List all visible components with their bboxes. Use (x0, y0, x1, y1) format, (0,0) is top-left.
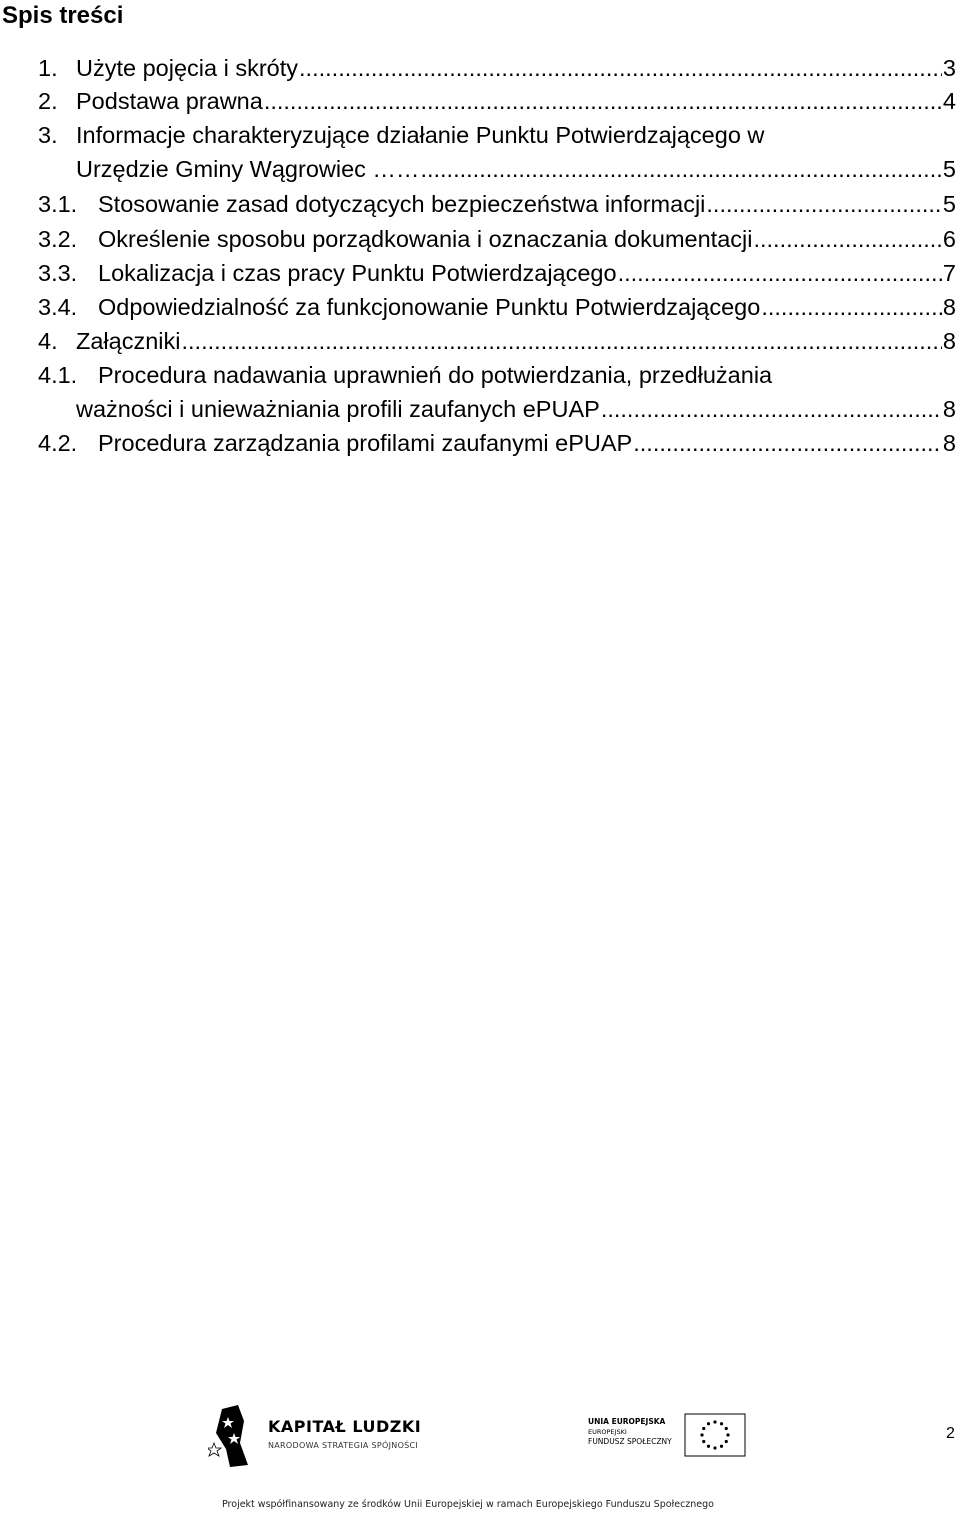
toc-entry-3[interactable] (38, 119, 956, 151)
toc-entry-label: ważności i unieważniania profili zaufanych ePUAP (76, 396, 600, 422)
toc-entry-4-2[interactable] (38, 427, 956, 459)
toc-entry-number: 2. (38, 88, 58, 114)
toc-entry-number: 4.1. (38, 362, 78, 388)
eu-star (707, 1422, 710, 1425)
kapital-ludzki-title: KAPITAŁ LUDZKI (268, 1417, 422, 1436)
toc-entry-number: 4.2. (38, 430, 78, 456)
eu-star (720, 1445, 723, 1448)
eu-star (720, 1422, 723, 1425)
toc-entry-number: 3.1. (38, 191, 78, 217)
eu-line-3: FUNDUSZ SPOŁECZNY (588, 1437, 672, 1446)
toc-entry-label: Procedura zarządzania profilami zaufanymi ePUAP (98, 430, 633, 456)
eu-star (726, 1433, 729, 1436)
toc-dot-leader (601, 393, 942, 425)
toc-dot-leader (299, 52, 942, 84)
toc-entry-3-2[interactable] (38, 223, 956, 255)
toc-entry-number: 3.3. (38, 260, 78, 286)
toc-entry-3-1[interactable] (38, 188, 956, 220)
toc-entry-label: Odpowiedzialność za funkcjonowanie Punktu Potwierdzającego (98, 294, 761, 320)
eu-star (713, 1420, 716, 1423)
toc-entry-page: 6 (942, 226, 956, 252)
kapital-ludzki-subtitle: NARODOWA STRATEGIA SPÓJNOŚCI (268, 1441, 419, 1450)
eu-star (707, 1445, 710, 1448)
eu-star (713, 1446, 716, 1449)
toc-entry-label: Użyte pojęcia i skróty (76, 55, 299, 81)
toc-entry-page: 8 (942, 328, 956, 354)
toc-entry-number: 4. (38, 328, 58, 354)
toc-entry-page: 3 (942, 55, 956, 81)
toc-dot-leader (633, 427, 942, 459)
eu-star (702, 1427, 705, 1430)
toc-dot-leader (706, 188, 942, 220)
toc-entry-page: 8 (942, 430, 956, 456)
toc-entry-1[interactable] (38, 52, 956, 84)
toc-entry-page: 8 (942, 294, 956, 320)
toc-dot-leader (264, 85, 942, 117)
toc-dot-leader (761, 291, 942, 323)
toc-entry-page: 4 (942, 88, 956, 114)
toc-entry-2[interactable] (38, 85, 956, 117)
eu-star (702, 1440, 705, 1443)
toc-title: Spis treści (2, 2, 124, 29)
toc-dot-leader (181, 325, 941, 357)
toc-entry-page: 5 (942, 191, 956, 217)
toc-dot-leader (420, 153, 941, 185)
eu-star (725, 1427, 728, 1430)
toc-entry-4-1[interactable] (38, 359, 956, 391)
toc-entry-number: 3. (38, 122, 58, 148)
toc-entry-4-1-continued[interactable] (76, 393, 956, 425)
toc-entry-number: 3.4. (38, 294, 78, 320)
toc-entry-3-3[interactable] (38, 257, 956, 289)
toc-entry-label: Informacje charakteryzujące działanie Punktu Potwierdzającego w (76, 122, 765, 148)
toc-entry-page: 8 (942, 396, 956, 422)
toc-entry-label: Podstawa prawna (76, 88, 263, 114)
eu-star (700, 1433, 703, 1436)
footer-cofinancing-note: Projekt współfinansowany ze środków Unii Europejskiej w ramach Europejskiego Funduszu Społecznego (222, 1499, 714, 1510)
kapital-ludzki-emblem-icon (208, 1403, 258, 1469)
toc-entry-label: Lokalizacja i czas pracy Punktu Potwierdzającego (98, 260, 617, 286)
toc-entry-number: 1. (38, 55, 58, 81)
toc-entry-3-4[interactable] (38, 291, 956, 323)
toc-entry-label: Stosowanie zasad dotyczących bezpieczeństwa informacji (98, 191, 706, 217)
toc-entry-number: 3.2. (38, 226, 78, 252)
page-number: 2 (946, 1425, 955, 1442)
toc-entry-page: 5 (942, 156, 956, 182)
toc-dot-leader (618, 257, 942, 289)
toc-entry-4[interactable] (38, 325, 956, 357)
toc-entry-label: Określenie sposobu porządkowania i oznaczania dokumentacji (98, 226, 753, 252)
eu-text-block (588, 1417, 678, 1447)
toc-entry-label: Urzędzie Gminy Wągrowiec …… (76, 156, 420, 182)
toc-dot-leader (753, 223, 941, 255)
eu-line-2: EUROPEJSKI (588, 1428, 627, 1436)
eu-flag-icon (684, 1413, 746, 1457)
toc-entry-page: 7 (942, 260, 956, 286)
eu-star (725, 1440, 728, 1443)
footer-logos (0, 1395, 960, 1517)
toc-entry-label: Procedura nadawania uprawnień do potwierdzania, przedłużania (98, 362, 773, 388)
eu-line-1: UNIA EUROPEJSKA (588, 1417, 666, 1426)
toc-entry-3-continued[interactable] (76, 153, 956, 185)
toc-entry-label: Załączniki (76, 328, 181, 354)
